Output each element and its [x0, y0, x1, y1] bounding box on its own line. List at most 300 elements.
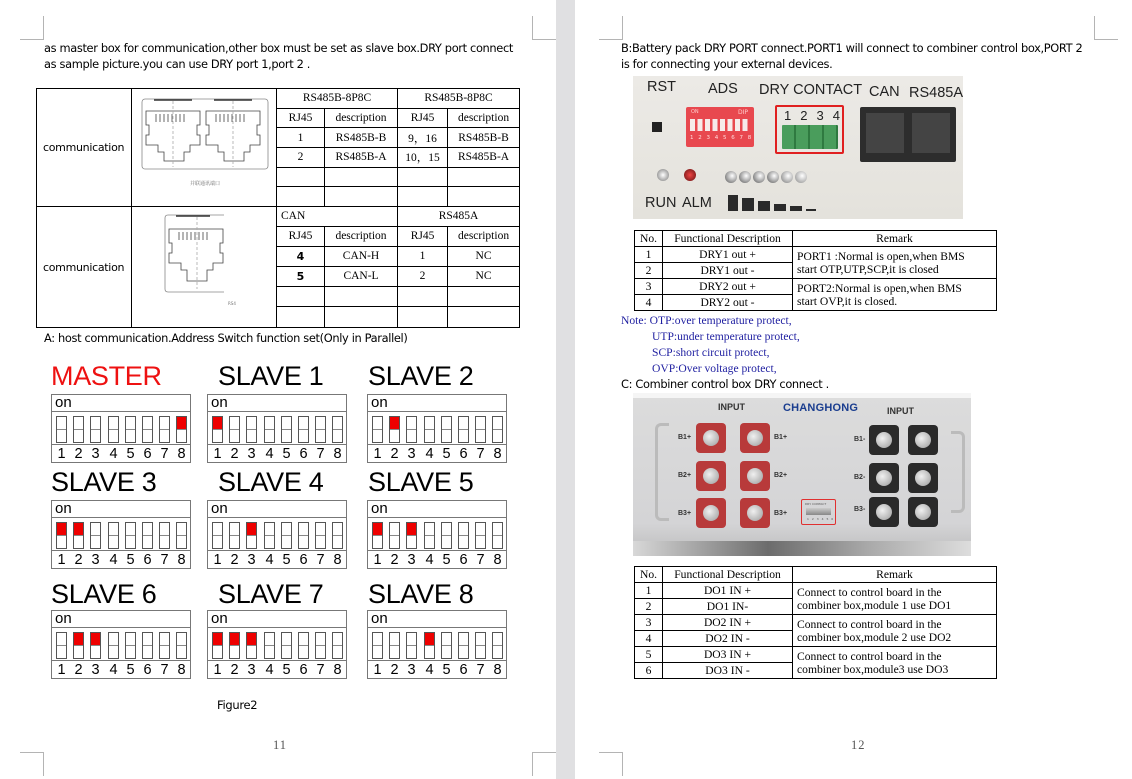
run-led [657, 169, 669, 181]
dip-lever-4-off [264, 522, 275, 549]
dry-contact-label: DRY CONTACT [759, 82, 863, 98]
dip-number: 4 [265, 552, 274, 568]
dip-lever-5-off [281, 416, 292, 443]
dip-number: 5 [442, 662, 451, 678]
dip-lever-3-off [90, 416, 101, 443]
dip-lever-5-off [281, 632, 292, 659]
page-number: 11 [273, 738, 288, 752]
dip-number-row [208, 552, 346, 569]
svg-text:RS4: RS4 [228, 301, 236, 306]
reset-button [652, 122, 662, 132]
dip-lever-1-off [212, 522, 223, 549]
dip-number: 3 [91, 552, 100, 568]
remark-line: combiner box,module 2 use DO2 [797, 630, 952, 644]
communication-port-table [36, 88, 520, 328]
terminal-3: 3 [816, 108, 824, 123]
dip-number: 5 [126, 662, 135, 678]
cell: DO2 IN + [663, 615, 793, 631]
cell: 2 [635, 263, 663, 279]
rs485a-label: RS485A [909, 85, 963, 101]
cell: DO2 IN - [663, 631, 793, 647]
dip-switch-slave-2 [367, 394, 507, 463]
cell [398, 167, 448, 187]
dip-lever-8-off [492, 416, 503, 443]
dip-switch-slave-4 [207, 500, 347, 569]
dip-lever-2-off [389, 522, 400, 549]
cell [448, 286, 520, 306]
dip-number: 7 [316, 662, 325, 678]
table-row [635, 615, 997, 631]
cell: RS485B-B [448, 128, 520, 148]
section-b-line-2: is for connecting your external devices. [621, 57, 833, 71]
col-header: RJ45 [398, 108, 448, 128]
cell [277, 306, 325, 327]
dip-lever-8-off [492, 632, 503, 659]
cell: CAN-L [325, 266, 398, 286]
dip-number: 8 [177, 446, 186, 462]
dip-number: 5 [282, 552, 291, 568]
dip-title: SLAVE 5 [368, 467, 474, 497]
cell: 1 [635, 247, 663, 263]
changhong-logo: CHANGHONG [783, 402, 859, 414]
dip-on-label: on [368, 611, 506, 628]
dip-number: 8 [333, 662, 342, 678]
dip-number-row [52, 552, 190, 569]
dip-switch-slave-8 [367, 610, 507, 679]
cell [325, 306, 398, 327]
crop-mark [532, 752, 556, 776]
note-line: OVP:Over voltage protect, [652, 362, 777, 375]
dip-lever-3-on [246, 522, 257, 549]
dip-number: 6 [143, 662, 152, 678]
rst-label: RST [647, 79, 676, 95]
cell [448, 306, 520, 327]
cell: RS485B-A [448, 147, 520, 167]
dry-contact-text: DRY CONTACT [805, 502, 827, 506]
bms-front-panel-photo [633, 76, 963, 219]
dip-on-label: on [208, 611, 346, 628]
table-row [635, 279, 997, 295]
dip-numbers-text: 1 2 3 4 5 6 7 8 [690, 135, 753, 141]
terminal-1: 1 [784, 108, 792, 123]
crop-mark [20, 752, 44, 776]
dip-number: 1 [57, 662, 66, 678]
dip-lever-4-off [264, 632, 275, 659]
dip-switch-slave-7 [207, 610, 347, 679]
dip-title: SLAVE 8 [368, 579, 474, 609]
cell: 1 [398, 246, 448, 266]
cell [325, 187, 398, 207]
dip-number-row [208, 662, 346, 679]
dip-lever-5-off [441, 632, 452, 659]
b1-pos-terminal [740, 423, 770, 453]
dip-number: 2 [390, 662, 399, 678]
cell [398, 187, 448, 207]
dip-number: 8 [177, 662, 186, 678]
dip-lever-1-on [212, 416, 223, 443]
terminal-label: B3+ [774, 510, 788, 517]
cell [277, 286, 325, 306]
terminal-label: B3- [854, 506, 866, 513]
dip-lever-4-on [424, 632, 435, 659]
dip-number-row [368, 552, 506, 569]
dip-on-label: on [368, 501, 506, 518]
rj45-dual-connector-icon [132, 89, 277, 206]
dip-lever-8-off [332, 632, 343, 659]
cell: 3 [635, 279, 663, 295]
remark-line: Connect to control board in the [797, 617, 942, 631]
remark-cell [793, 647, 997, 679]
dip-label-text: DIP [737, 109, 748, 116]
dip-lever-8-off [492, 522, 503, 549]
dip-lever-6-off [298, 416, 309, 443]
dip-number: 1 [373, 662, 382, 678]
cell: 4 [635, 295, 663, 311]
terminal-numbers [784, 108, 840, 123]
col-header: Remark [793, 231, 997, 247]
dip-number: 1 [213, 662, 222, 678]
dip-number: 1 [373, 552, 382, 568]
photo-bottom-edge [633, 541, 971, 556]
dip-lever-7-off [475, 416, 486, 443]
dip-lever-2-off [229, 416, 240, 443]
dip-lever-5-off [441, 416, 452, 443]
cell: 2 [398, 266, 448, 286]
dip-number: 7 [476, 446, 485, 462]
green-terminal-block [782, 125, 838, 149]
dip-number: 5 [442, 552, 451, 568]
b1-neg-terminal [908, 425, 938, 455]
dip-number: 4 [425, 552, 434, 568]
dip-lever-2-off [73, 416, 84, 443]
dip-title: SLAVE 4 [218, 467, 324, 497]
dip-number: 3 [247, 552, 256, 568]
cell: DRY2 out - [663, 295, 793, 311]
col-header: description [448, 226, 520, 246]
dip-lever-7-off [315, 522, 326, 549]
dip-number: 3 [91, 662, 100, 678]
dip-lever-2-on [73, 632, 84, 659]
cell: 5 [277, 266, 325, 286]
remark-line: PORT2:Normal is open,when BMS [797, 281, 962, 295]
b3-pos-terminal [740, 498, 770, 528]
dip-lever-4-off [108, 522, 119, 549]
dip-number: 8 [493, 552, 502, 568]
dip-number: 7 [476, 552, 485, 568]
terminal-label: B1- [854, 436, 866, 443]
page-number: 12 [851, 738, 866, 752]
b3-pos-terminal [696, 498, 726, 528]
table-row [635, 647, 997, 663]
dip-switch-row [208, 518, 346, 551]
table-row [635, 583, 997, 599]
b1-pos-terminal [696, 423, 726, 453]
dip-lever-1-on [212, 632, 223, 659]
dip-number: 3 [407, 662, 416, 678]
dip-on-label: on [52, 501, 190, 518]
cell: 5 [635, 647, 663, 663]
dip-switch-slave-1 [207, 394, 347, 463]
dip-lever-3-off [406, 416, 417, 443]
dip-number: 3 [247, 446, 256, 462]
dry-contact-highlight [775, 105, 844, 154]
cell: 2 [277, 147, 325, 167]
col-header: Functional Description [663, 231, 793, 247]
dip-number: 8 [177, 552, 186, 568]
b2-neg-terminal [869, 463, 899, 493]
dip-number: 8 [493, 446, 502, 462]
remark-line: Connect to control board in the [797, 585, 942, 599]
remark-cell [793, 279, 997, 311]
dip-lever-1-off [56, 416, 67, 443]
cell: DRY1 out + [663, 247, 793, 263]
dip-lever-5-off [125, 416, 136, 443]
cell [277, 187, 325, 207]
dip-lever-2-on [73, 522, 84, 549]
dip-number: 6 [459, 446, 468, 462]
terminal-label: B1+ [678, 434, 692, 441]
dip-lever-5-off [125, 632, 136, 659]
svg-text:并联通讯端口: 并联通讯端口 [189, 181, 221, 187]
dip-lever-4-off [108, 632, 119, 659]
dip-number: 7 [316, 552, 325, 568]
dip-lever-5-off [441, 522, 452, 549]
dip-lever-1-off [372, 416, 383, 443]
soc-bar-indicator [728, 191, 823, 215]
dip-number: 6 [299, 446, 308, 462]
cell: 2 [635, 599, 663, 615]
cell [325, 286, 398, 306]
run-label: RUN [645, 195, 677, 211]
cell: 3 [635, 615, 663, 631]
document-page-11 [0, 0, 556, 779]
dip-switch-slave-3 [51, 500, 191, 569]
dip-number: 3 [91, 446, 100, 462]
group-header: RS485B-8P8C [398, 89, 520, 109]
dip-number: 8 [333, 552, 342, 568]
col-header: No. [635, 231, 663, 247]
cell: 1 [277, 128, 325, 148]
can-rs485-ports [860, 107, 956, 162]
dip-lever-1-off [56, 632, 67, 659]
dip-number: 3 [247, 662, 256, 678]
group-header: CAN [277, 207, 398, 227]
dip-switch-row [52, 518, 190, 551]
cell: 4 [277, 246, 325, 266]
rj45-single-port-diagram [132, 207, 277, 328]
dip-lever-6-off [458, 632, 469, 659]
col-header: RJ45 [277, 108, 325, 128]
col-header: Functional Description [663, 567, 793, 583]
dip-lever-6-off [458, 416, 469, 443]
dip-on-label: on [208, 501, 346, 518]
dip-number: 5 [282, 446, 291, 462]
b1-neg-terminal [869, 425, 899, 455]
col-header: RJ45 [398, 226, 448, 246]
section-b-line-1: B:Battery pack DRY PORT connect.PORT1 will connect to combiner control box,PORT 2 [621, 41, 1083, 55]
dip-lever-2-on [229, 632, 240, 659]
remark-line: combiner box,module3 use DO3 [797, 662, 949, 676]
dip-lever-6-off [142, 522, 153, 549]
dip-lever-4-off [108, 416, 119, 443]
dip-lever-2-off [229, 522, 240, 549]
dip-lever-2-off [389, 632, 400, 659]
dip-number: 1 [213, 446, 222, 462]
combiner-box-photo [633, 393, 971, 556]
ads-label: ADS [708, 81, 738, 97]
dip-number: 6 [143, 446, 152, 462]
dip-lever-5-off [281, 522, 292, 549]
right-handle [951, 431, 965, 513]
dip-number: 6 [459, 552, 468, 568]
alm-label: ALM [682, 195, 712, 211]
dip-lever-1-on [372, 522, 383, 549]
cell: 9，16 [398, 128, 448, 148]
dip-number: 6 [143, 552, 152, 568]
cell: RS485B-B [325, 128, 398, 148]
dip-number: 4 [425, 662, 434, 678]
dip-switch-row [52, 412, 190, 445]
dip-on-label: on [52, 611, 190, 628]
col-header: description [325, 108, 398, 128]
dip-on-text: ON [691, 109, 699, 115]
dip-number: 1 [373, 446, 382, 462]
terminal-label: B3+ [678, 510, 692, 517]
dip-number: 6 [299, 552, 308, 568]
dip-switch-row [368, 412, 506, 445]
dip-lever-7-off [159, 522, 170, 549]
input-right-label: INPUT [887, 406, 914, 416]
can-port [866, 113, 904, 153]
b3-neg-terminal [869, 497, 899, 527]
remark-cell [793, 583, 997, 615]
note-line: Note: OTP:over temperature protect, [621, 314, 792, 327]
dip-lever-7-off [475, 632, 486, 659]
remark-line: start OTP,UTP,SCP,it is closed [797, 262, 939, 276]
note-line: SCP:short circuit protect, [652, 346, 770, 359]
cell: DO1 IN + [663, 583, 793, 599]
cell: DO3 IN + [663, 647, 793, 663]
left-handle [655, 423, 669, 521]
crop-mark [1094, 16, 1118, 40]
dip-number: 5 [126, 552, 135, 568]
dip-lever-7-off [315, 416, 326, 443]
dip-number: 2 [390, 552, 399, 568]
remark-line: Connect to control board in the [797, 649, 942, 663]
soc-leds [725, 171, 807, 183]
dip-lever-3-off [246, 416, 257, 443]
dip-switch-row [208, 412, 346, 445]
dip-title: SLAVE 3 [51, 467, 157, 497]
dip-number: 7 [160, 662, 169, 678]
col-header: No. [635, 567, 663, 583]
col-header: description [325, 226, 398, 246]
dip-switch-slave-6 [51, 610, 191, 679]
dip-lever-6-off [142, 632, 153, 659]
dip-lever-1-off [372, 632, 383, 659]
dip-number: 2 [74, 552, 83, 568]
cell: RS485B-A [325, 147, 398, 167]
cell: 1 [635, 583, 663, 599]
dip-switch-master [51, 394, 191, 463]
cell: 6 [635, 663, 663, 679]
col-header: description [448, 108, 520, 128]
terminal-2: 2 [800, 108, 808, 123]
dry-contact-highlight [801, 499, 836, 525]
dip-lever-8-off [332, 522, 343, 549]
dip-number: 5 [126, 446, 135, 462]
dip-on-label: on [52, 395, 190, 412]
dip-lever-4-off [424, 416, 435, 443]
dip-levers [690, 119, 750, 131]
dip-switch-row [52, 628, 190, 661]
dip-number: 6 [299, 662, 308, 678]
dip-switch-row [368, 628, 506, 661]
dip-number: 1 [213, 552, 222, 568]
dip-number: 3 [407, 446, 416, 462]
cell [448, 167, 520, 187]
cell: DO3 IN - [663, 663, 793, 679]
do-table [634, 566, 997, 679]
remark-line: combiner box,module 1 use DO1 [797, 598, 952, 612]
section-a-heading: A: host communication.Address Switch function set(Only in Parallel) [44, 331, 408, 345]
figure-caption: Figure2 [217, 698, 258, 712]
dip-number-row [52, 662, 190, 679]
col-header: Remark [793, 567, 997, 583]
dip-number-row [52, 446, 190, 463]
dip-lever-7-off [315, 632, 326, 659]
dip-number-row [368, 446, 506, 463]
dip-switch-row [208, 628, 346, 661]
section-c-heading: C: Combiner control box DRY connect . [621, 377, 829, 391]
cell: 4 [635, 631, 663, 647]
dip-number-row [368, 662, 506, 679]
dip-number: 7 [160, 552, 169, 568]
remark-line: start OVP,it is closed. [797, 294, 898, 308]
dip-title: SLAVE 6 [51, 579, 157, 609]
dry-port-table [634, 230, 997, 311]
b2-pos-terminal [696, 461, 726, 491]
crop-mark [599, 752, 623, 776]
intro-line-2: as sample picture.you can use DRY port 1,port 2 . [44, 57, 311, 71]
dip-on-label: on [368, 395, 506, 412]
dip-number: 8 [493, 662, 502, 678]
dip-number: 2 [230, 552, 239, 568]
cell [325, 167, 398, 187]
dry-contact-terminal [806, 508, 831, 515]
dip-number: 5 [282, 662, 291, 678]
dip-number: 4 [265, 662, 274, 678]
dip-number: 8 [333, 446, 342, 462]
dip-lever-8-off [176, 632, 187, 659]
note-line: UTP:under temperature protect, [652, 330, 800, 343]
cell: DO1 IN- [663, 599, 793, 615]
dip-number: 1 [57, 446, 66, 462]
table-row [635, 247, 997, 263]
dip-number: 7 [316, 446, 325, 462]
dip-lever-7-off [475, 522, 486, 549]
dip-number-row [208, 446, 346, 463]
cell: 10，15 [398, 147, 448, 167]
dip-number: 7 [160, 446, 169, 462]
cell [398, 306, 448, 327]
crop-mark [532, 16, 556, 40]
dip-lever-3-on [406, 522, 417, 549]
group-header: RS485A [398, 207, 520, 227]
dip-number: 2 [390, 446, 399, 462]
dip-number: 1 [57, 552, 66, 568]
cell: CAN-H [325, 246, 398, 266]
